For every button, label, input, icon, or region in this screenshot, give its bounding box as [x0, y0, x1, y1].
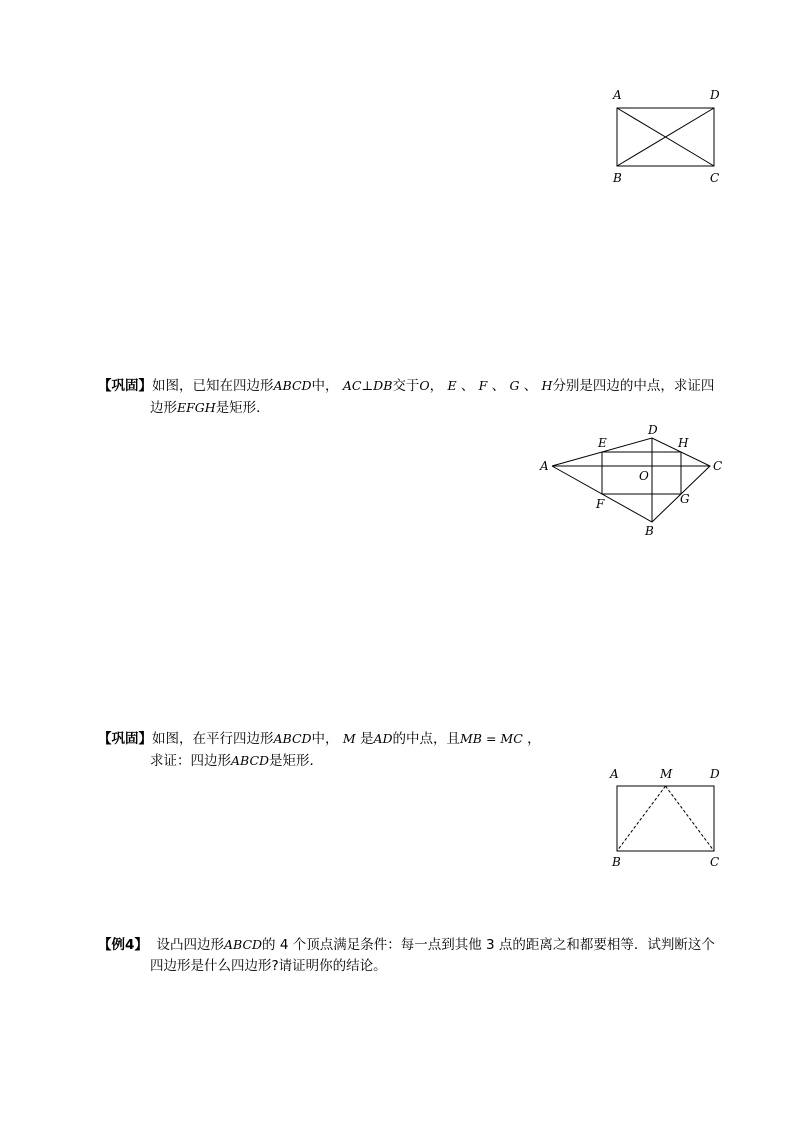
math: G [509, 378, 520, 393]
label-g: G [680, 492, 690, 506]
text: 求证：四边形 [150, 753, 231, 769]
math: H [541, 378, 553, 393]
problem-2-line-1 [98, 728, 541, 750]
problem-1 [98, 375, 714, 419]
label-b: B [645, 524, 654, 538]
segment-mb [617, 786, 666, 851]
math: ABCD [273, 731, 312, 746]
figure-rectangle-midpoint [600, 765, 730, 875]
problem-3-tag: 【例4】 [98, 937, 148, 953]
math: ABCD [231, 753, 270, 768]
label-a: A [610, 767, 619, 781]
math: MB = MC [460, 731, 523, 746]
label-c: C [713, 459, 723, 473]
text: 、 [523, 378, 538, 394]
text: 中， [311, 378, 339, 394]
segment-mc [666, 786, 715, 851]
math: F [478, 378, 488, 393]
text: 、 [460, 378, 475, 394]
text: ， [429, 378, 444, 394]
label-o: O [639, 469, 649, 483]
text: 是矩形． [215, 400, 270, 416]
label-d: D [710, 88, 720, 102]
figure-quadrilateral-efgh [535, 420, 735, 545]
text: 、 [491, 378, 506, 394]
text: 交于 [392, 378, 420, 394]
math: O [419, 378, 430, 393]
problem-1-line-2 [98, 397, 714, 419]
text: 是 [359, 731, 374, 747]
label-a: A [613, 88, 622, 102]
label-c: C [710, 855, 720, 869]
problem-2 [98, 728, 541, 772]
problem-3-line-1 [98, 934, 715, 956]
math: ABCD [273, 378, 312, 393]
text: 如图，已知在四边形 [152, 378, 274, 394]
problem-1-line-1 [98, 375, 714, 397]
math: AC⊥DB [342, 378, 393, 393]
label-f: F [596, 497, 605, 511]
label-h: H [678, 436, 689, 450]
text: 分别是四边的中点，求证四 [552, 378, 715, 394]
math: AD [373, 731, 393, 746]
label-e: E [598, 436, 607, 450]
text: 设凸四边形 [156, 937, 224, 953]
rectangle-abcd [617, 786, 714, 851]
problem-3-line-2 [98, 956, 715, 977]
math: E [447, 378, 457, 393]
label-d: D [648, 423, 658, 437]
label-m: M [660, 767, 673, 781]
math: M [342, 731, 356, 746]
problem-2-tag: 【巩固】 [98, 731, 152, 747]
text: 边形 [150, 400, 177, 416]
text: 如图，在平行四边形 [152, 731, 274, 747]
problem-3 [98, 934, 715, 977]
text: 四边形是什么四边形?请证明你的结论。 [150, 958, 387, 974]
quadrilateral-abcd [552, 438, 710, 522]
label-b: B [612, 855, 621, 869]
math: EFGH [177, 400, 216, 415]
problem-1-tag: 【巩固】 [98, 378, 152, 394]
label-d: D [710, 767, 720, 781]
label-c: C [710, 171, 720, 185]
label-b: B [613, 171, 622, 185]
label-a: A [540, 459, 549, 473]
text: 的 4 个顶点满足条件：每一点到其他 3 点的距离之和都要相等．试判断这个 [262, 937, 715, 953]
text: ， [527, 731, 541, 747]
figure-rectangle-diagonals [600, 85, 730, 190]
problem-2-line-2 [98, 750, 541, 772]
text: 是矩形． [269, 753, 324, 769]
text: 的中点，且 [392, 731, 460, 747]
text: 中， [311, 731, 339, 747]
math: ABCD [224, 937, 263, 952]
